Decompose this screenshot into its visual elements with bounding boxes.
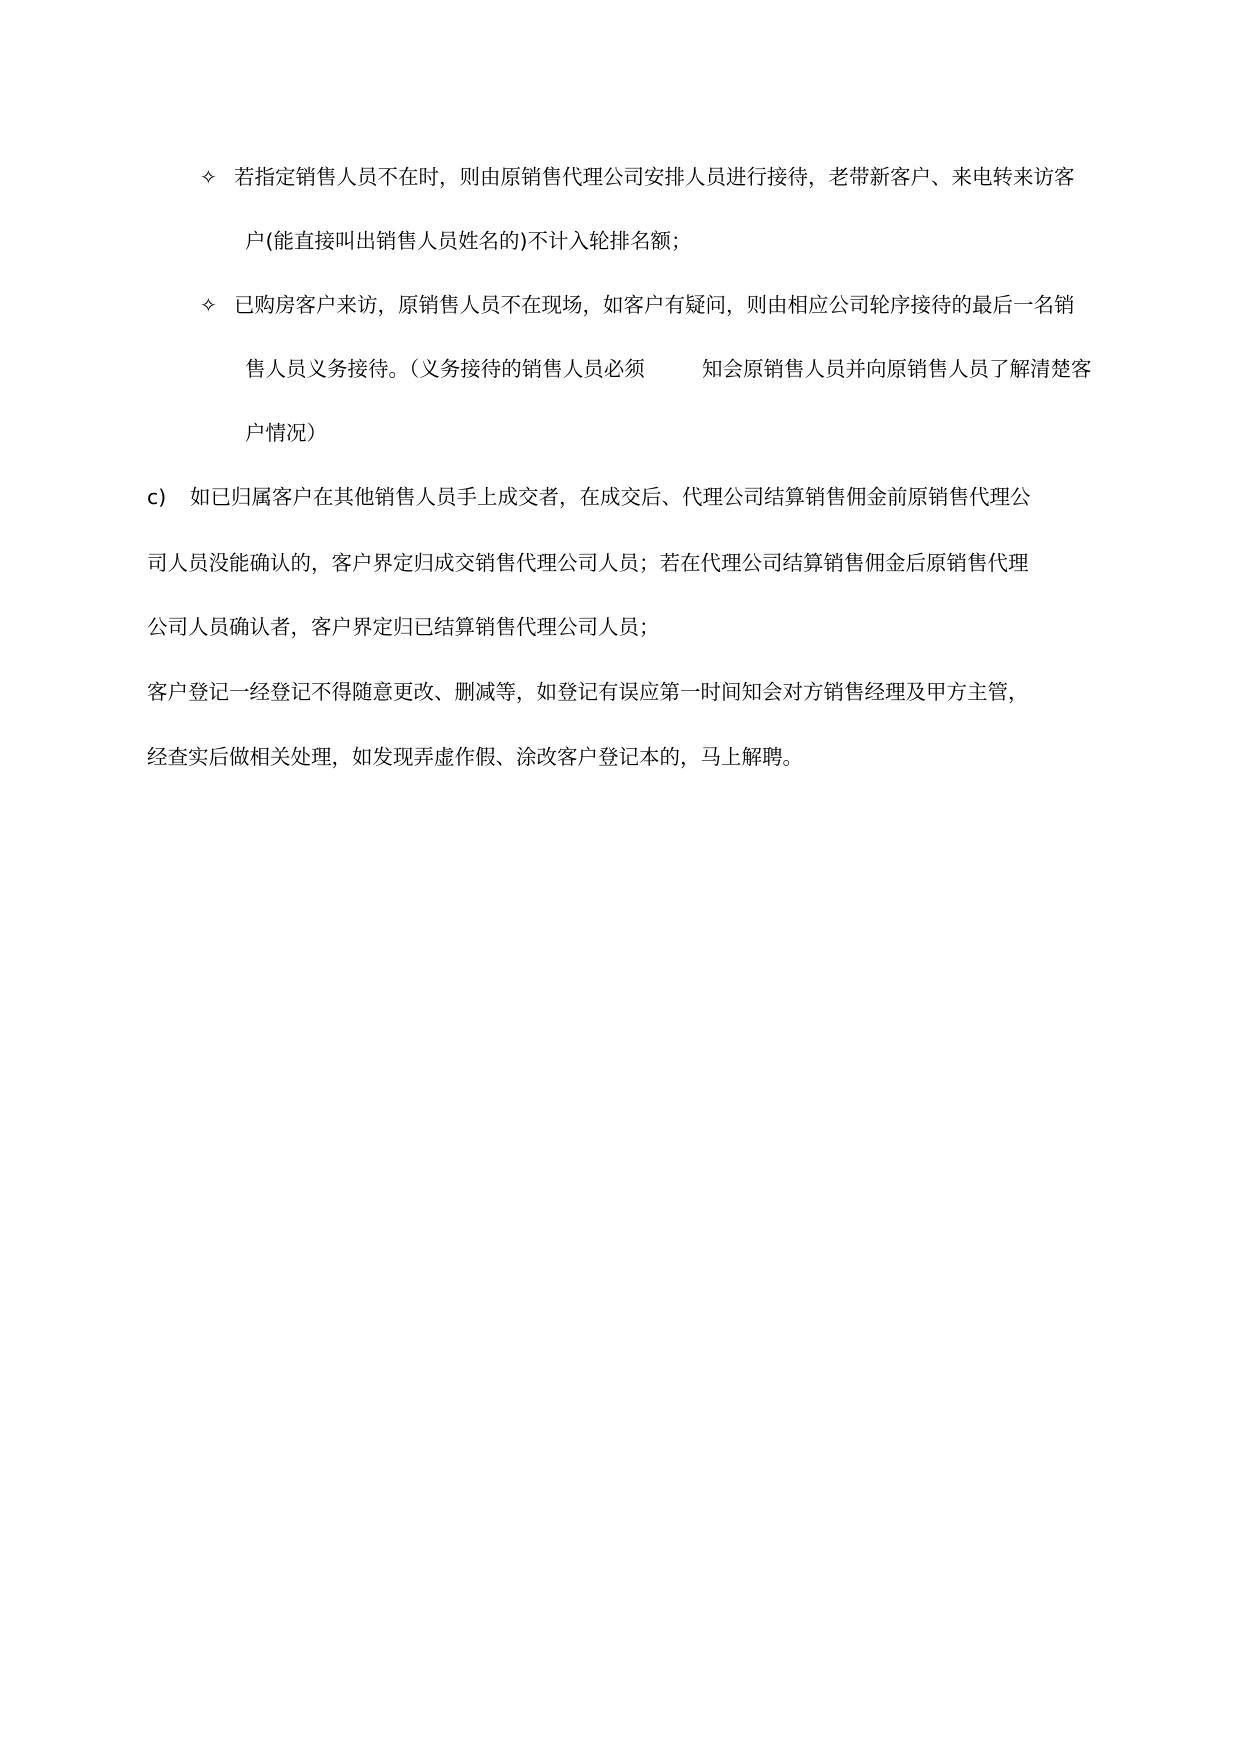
bullet-2-line-1: 已购房客户来访，原销售人员不在现场，如客户有疑问，则由相应公司轮序接待的最后一名销 — [234, 293, 1075, 317]
bullet-1-line-2: 户(能直接叫出销售人员姓名的)不计入轮排名额； — [245, 229, 692, 253]
paragraph-line-2: 经查实后做相关处理，如发现弄虚作假、涂改客户登记本的，马上解聘。 — [147, 745, 803, 769]
item-c-line-2: 司人员没能确认的，客户界定归成交销售代理公司人员；若在代理公司结算销售佣金后原销售代理 — [147, 551, 1029, 575]
item-c-line-1: 如已归属客户在其他销售人员手上成交者，在成交后、代理公司结算销售佣金前原销售代理公 — [190, 485, 1031, 509]
bullet-2-line-3: 户情况） — [245, 421, 327, 445]
bullet-2-line-2b: 知会原销售人员并向原销售人员了解清楚客 — [702, 357, 1092, 381]
item-c-line-3: 公司人员确认者，客户界定归已结算销售代理公司人员； — [147, 615, 660, 639]
bullet-star-icon: ✧ — [200, 165, 217, 189]
bullet-2-line-2a: 售人员义务接待。（义务接待的销售人员必须 — [245, 357, 645, 381]
paragraph-line-1: 客户登记一经登记不得随意更改、删减等，如登记有误应第一时间知会对方销售经理及甲方主管， — [147, 680, 1029, 704]
bullet-1-line-1: 若指定销售人员不在时，则由原销售代理公司安排人员进行接待，老带新客户、来电转来访客 — [234, 165, 1075, 189]
list-marker-c: c) — [147, 485, 167, 509]
bullet-star-icon: ✧ — [200, 293, 217, 317]
